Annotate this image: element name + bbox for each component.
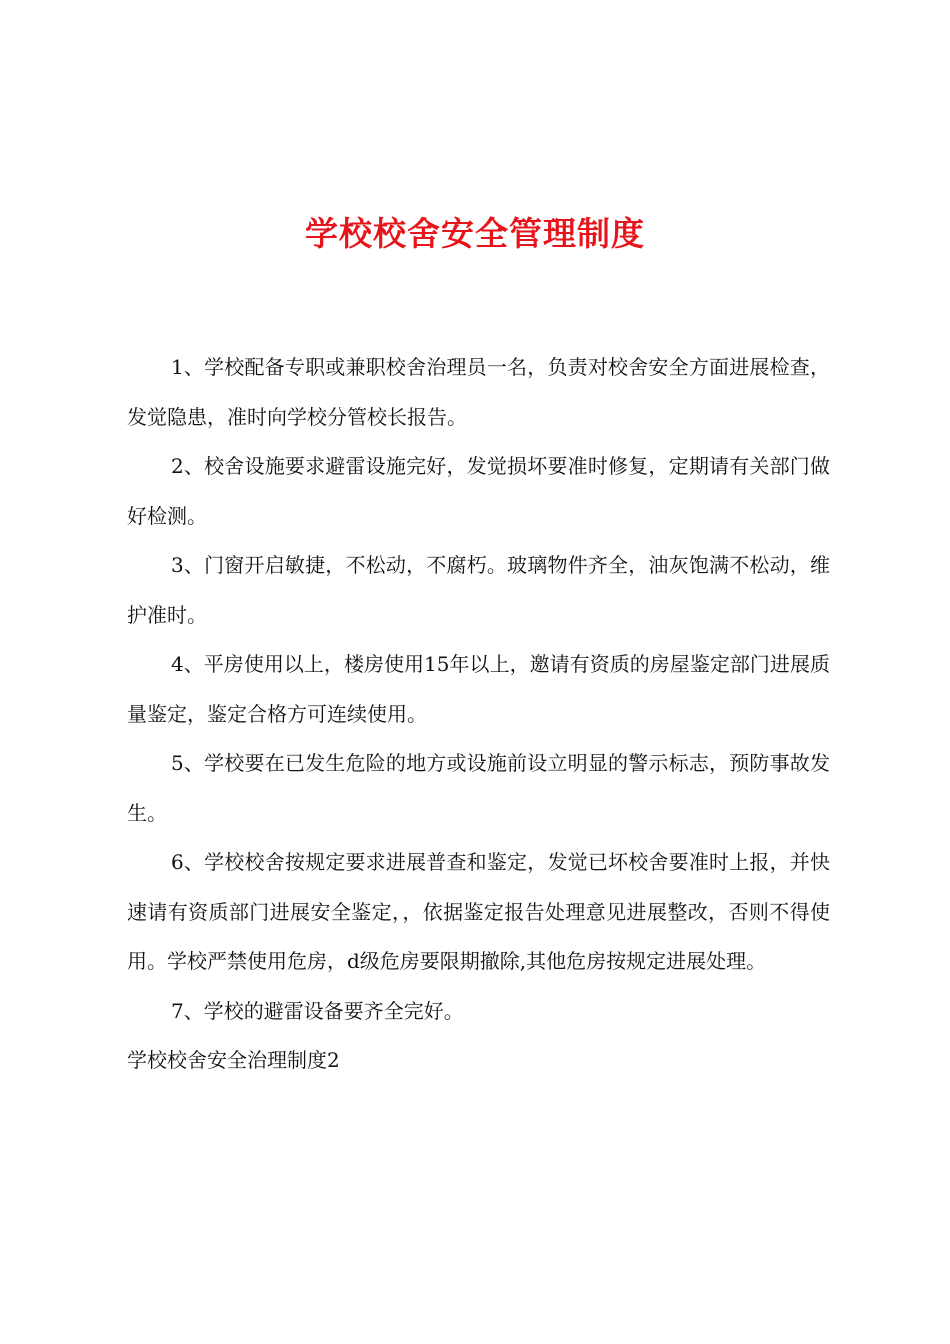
paragraph-1: 1、学校配备专职或兼职校舍治理员一名，负责对校舍安全方面进展检查，发觉隐患，准时向学校分管校长报告。 bbox=[127, 355, 830, 429]
paragraph-3: 3、门窗开启敏捷，不松动，不腐朽。玻璃物件齐全，油灰饱满不松动，维护准时。 bbox=[127, 553, 830, 627]
paragraph-5: 5、学校要在已发生危险的地方或设施前设立明显的警示标志，预防事故发生。 bbox=[127, 751, 830, 825]
paragraph-4: 4、平房使用以上，楼房使用15年以上，邀请有资质的房屋鉴定部门进展质量鉴定，鉴定合格方可连续使用。 bbox=[127, 652, 830, 726]
document-title: 学校校舍安全管理制度 bbox=[305, 214, 645, 253]
paragraph-2: 2、校舍设施要求避雷设施完好，发觉损坏要准时修复，定期请有关部门做好检测。 bbox=[127, 454, 830, 528]
paragraph-6: 6、学校校舍按规定要求进展普查和鉴定，发觉已坏校舍要准时上报，并快速请有资质部门进展安全鉴定，，依据鉴定报告处理意见进展整改，否则不得使用。学校严禁使用危房，d级危房要限期撤除,其他危房按规定进展处理。 bbox=[127, 850, 830, 973]
document-body bbox=[127, 343, 830, 1086]
next-section-heading: 学校校舍安全治理制度2 bbox=[127, 1048, 340, 1072]
paragraph-7: 7、学校的避雷设备要齐全完好。 bbox=[171, 998, 464, 1023]
